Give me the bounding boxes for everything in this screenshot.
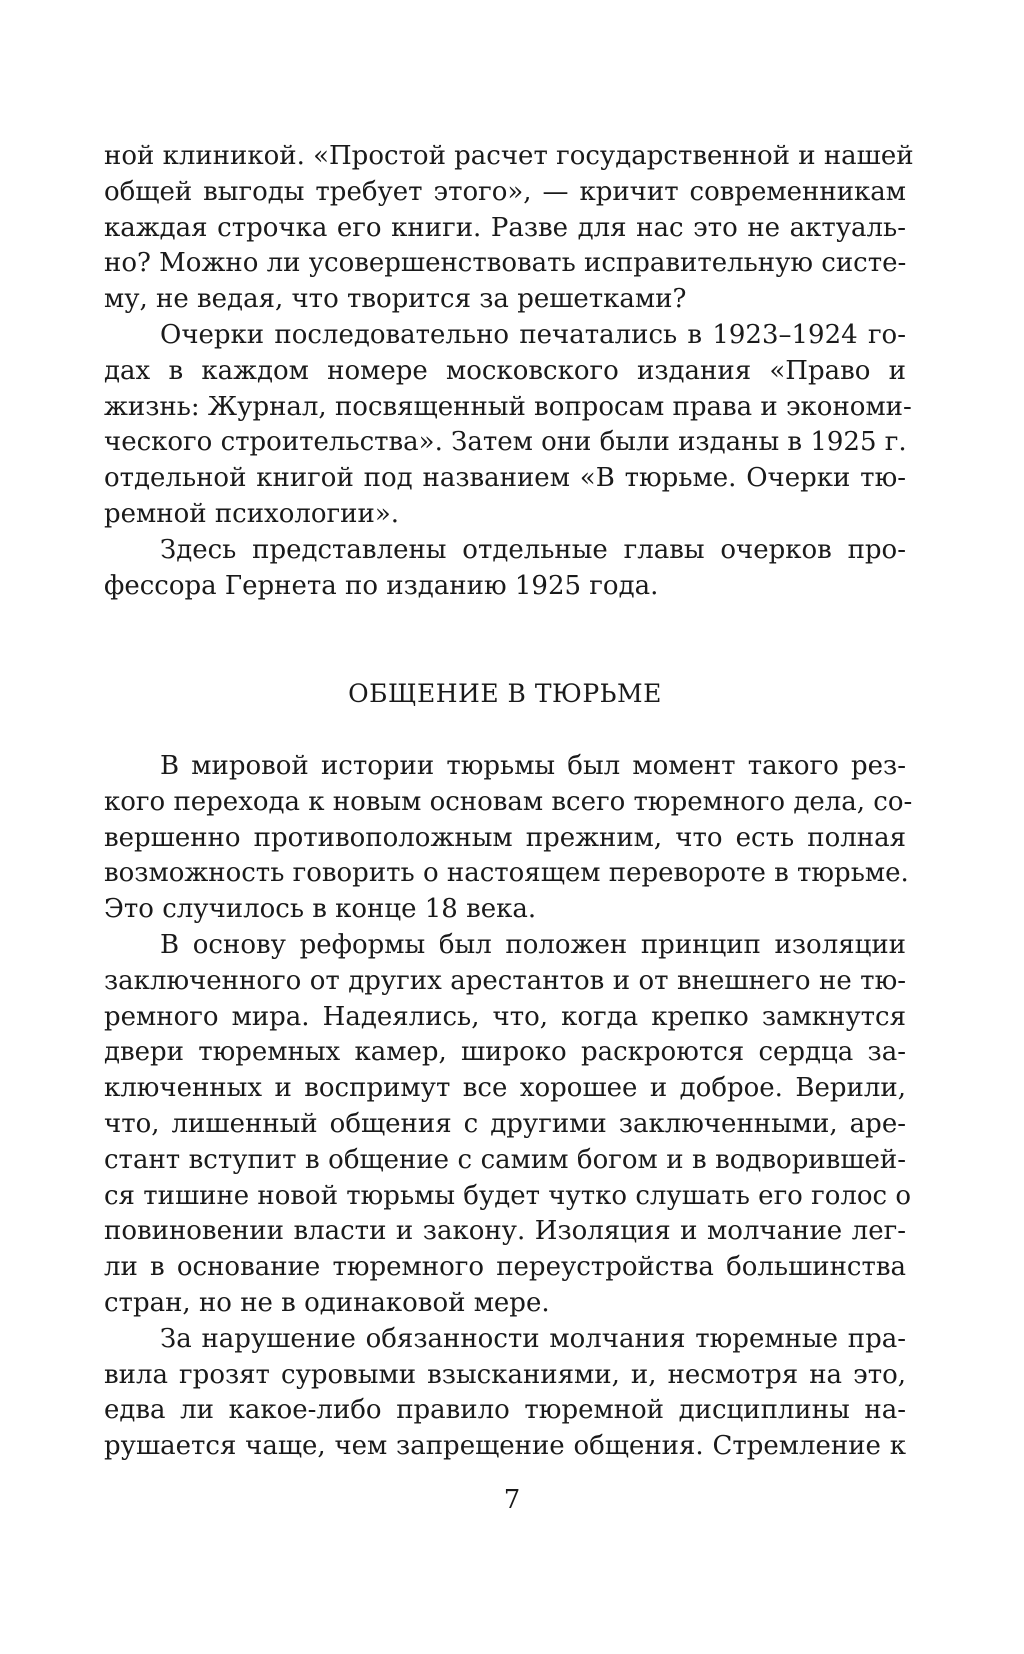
text-line: что, лишенный общения с другими заключенными, аре-: [104, 1108, 906, 1139]
text-line: ся тишине новой тюрьмы будет чутко слушать его голос о: [104, 1180, 912, 1211]
section-title: ОБЩЕНИЕ В ТЮРЬМЕ: [348, 679, 662, 708]
text-line: ключенных и воспримут все хорошее и доброе. Верили,: [104, 1073, 906, 1104]
text-line: общей выгоды требует этого», — кричит современникам: [104, 176, 906, 207]
text-line: му, не ведая, что творится за решетками?: [104, 284, 687, 315]
text-line: В основу реформы был положен принцип изоляции: [160, 929, 906, 960]
text-line: повиновении власти и закону. Изоляция и молчание лег-: [104, 1216, 906, 1247]
intro-text: [104, 138, 914, 603]
text-line: Это случилось в конце 18 века.: [104, 894, 537, 925]
text-line: заключенного от других арестантов и от внешнего не тю-: [104, 965, 906, 996]
section-body: [104, 748, 913, 1464]
text-line: В мировой истории тюрьмы был момент такого рез-: [160, 751, 906, 781]
text-line: ной клиникой. «Простой расчет государственной и нашей: [104, 141, 914, 171]
text-line: отдельной книгой под названием «В тюрьме. Очерки тю-: [104, 463, 906, 494]
text-line: кого перехода к новым основам всего тюремного дела, со-: [104, 786, 913, 817]
text-line: вила грозят суровыми взысканиями, и, несмотря на это,: [104, 1359, 906, 1390]
text-line: рушается чаще, чем запрещение общения. Стремление к: [104, 1431, 906, 1462]
text-line: стран, но не в одинаковой мере.: [104, 1287, 550, 1318]
text-line: Здесь представлены отдельные главы очерков про-: [160, 534, 906, 565]
page-number: 7: [503, 1485, 521, 1515]
text-line: вершенно противоположным прежним, что есть полная: [104, 822, 906, 853]
text-line: ремного мира. Надеялись, что, когда крепко замкнутся: [104, 1001, 906, 1032]
text-line: За нарушение обязанности молчания тюремные пра-: [160, 1323, 906, 1354]
text-line: ческого строительства». Затем они были изданы в 1925 г.: [104, 427, 907, 458]
text-line: каждая строчка его книги. Разве для нас это не актуаль-: [104, 212, 906, 243]
text-line: Очерки последовательно печатались в 1923–1924 го-: [160, 319, 906, 350]
text-line: но? Можно ли усовершенствовать исправительную систе-: [104, 248, 907, 279]
text-line: двери тюремных камер, широко раскроются сердца за-: [104, 1037, 906, 1068]
text-line: ремной психологии».: [104, 498, 399, 529]
text-line: едва ли какое-либо правило тюремной дисциплины на-: [104, 1395, 906, 1426]
text-line: возможность говорить о настоящем перевороте в тюрьме.: [104, 858, 909, 889]
text-line: дах в каждом номере московского издания «Право и: [104, 355, 906, 386]
text-line: жизнь: Журнал, посвященный вопросам права и экономи-: [104, 391, 912, 422]
text-line: фессора Гернета по изданию 1925 года.: [104, 570, 659, 601]
text-line: стант вступит в общение с самим богом и в водворившей-: [104, 1144, 906, 1175]
text-line: ли в основание тюремного переустройства большинства: [104, 1252, 906, 1283]
